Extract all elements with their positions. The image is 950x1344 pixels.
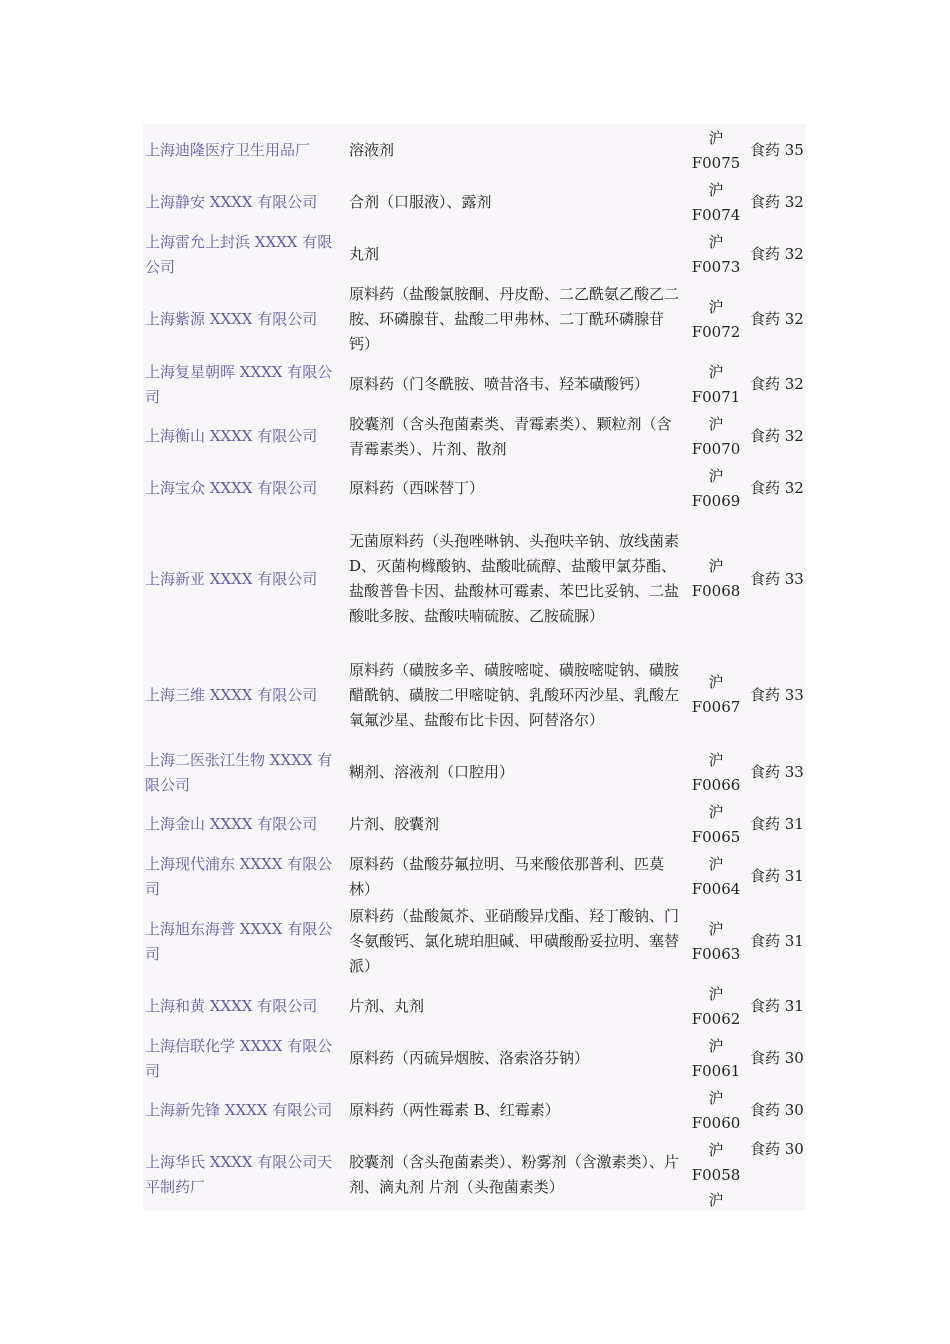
dosage-form-cell: 原料药（门冬酰胺、喷昔洛韦、羟苯磺酸钙） — [349, 375, 650, 393]
licence-code-number: F0065 — [691, 827, 741, 846]
dosage-form-cell: 胶囊剂（含头孢菌素类、青霉素类）、颗粒剂（含青霉素类）、片剂、散剂 — [349, 414, 672, 458]
licence-code-cell — [686, 514, 746, 643]
company-name-cell[interactable]: 上海信联化学 XXXX 有限公司 — [145, 1036, 333, 1080]
licence-code-prefix: 沪 — [708, 984, 724, 1003]
licence-code-number: F0060 — [691, 1113, 741, 1132]
approval-ref-cell: 食药 32 — [750, 427, 804, 445]
dosage-form-cell: 片剂、胶囊剂 — [349, 815, 440, 833]
company-name-cell[interactable]: 上海复星朝晖 XXXX 有限公司 — [145, 362, 333, 406]
licence-code-prefix-continued: 沪 — [708, 1190, 724, 1209]
table-row — [143, 280, 806, 358]
licence-code-number: F0064 — [691, 879, 741, 898]
licence-code-prefix: 沪 — [708, 362, 724, 381]
licence-code-cell — [686, 798, 746, 850]
table-row — [143, 643, 806, 746]
table-row — [143, 228, 806, 280]
licence-code-number: F0068 — [691, 582, 741, 600]
licence-code-cell — [686, 280, 746, 358]
licence-code-number: F0069 — [691, 491, 741, 510]
dosage-form-cell: 原料药（盐酸芬氟拉明、马来酸依那普利、匹莫林） — [349, 854, 665, 898]
table-row — [143, 176, 806, 228]
dosage-form-cell: 原料药（磺胺多辛、磺胺嘧啶、磺胺嘧啶钠、磺胺醋酰钠、磺胺二甲嘧啶钠、乳酸环丙沙星、乳酸左氧氟沙星、盐酸布比卡因、阿替洛尔） — [349, 660, 680, 729]
licence-code-number: F0070 — [691, 439, 741, 458]
licence-code-prefix: 沪 — [708, 557, 724, 575]
company-name-cell[interactable]: 上海迪隆医疗卫生用品厂 — [145, 141, 311, 159]
licence-code-cell — [686, 980, 746, 1032]
licence-code-number: F0066 — [691, 775, 741, 794]
licence-code-number: F0075 — [691, 153, 741, 172]
licence-code-cell — [686, 228, 746, 280]
licence-code-cell — [686, 176, 746, 228]
table-row — [143, 1032, 806, 1084]
licence-code-prefix: 沪 — [708, 232, 724, 251]
dosage-form-cell: 片剂、丸剂 — [349, 997, 425, 1015]
licence-code-cell — [686, 124, 746, 176]
company-name-cell[interactable]: 上海二医张江生物 XXXX 有限公司 — [145, 750, 333, 794]
table-row — [143, 462, 806, 514]
licence-code-number: F0058 — [691, 1165, 741, 1184]
licence-table-sheet — [143, 124, 806, 1211]
company-name-cell[interactable]: 上海雷允上封浜 XXXX 有限公司 — [145, 232, 333, 276]
dosage-form-cell: 原料药（两性霉素 B、红霉素） — [349, 1101, 560, 1119]
dosage-form-cell: 丸剂 — [349, 245, 380, 263]
licence-code-prefix: 沪 — [708, 414, 724, 433]
licence-code-number: F0061 — [691, 1061, 741, 1080]
approval-ref-cell: 食药 31 — [750, 867, 804, 885]
licence-code-number: F0062 — [691, 1009, 741, 1028]
table-row — [143, 798, 806, 850]
dosage-form-cell: 溶液剂 — [349, 141, 395, 159]
licence-code-prefix: 沪 — [708, 802, 724, 821]
approval-ref-cell: 食药 33 — [750, 685, 804, 704]
company-name-cell[interactable]: 上海紫源 XXXX 有限公司 — [145, 310, 318, 328]
dosage-form-cell: 糊剂、溶液剂（口腔用） — [349, 763, 515, 781]
dosage-form-cell: 原料药（丙硫异烟胺、洛索洛芬钠） — [349, 1049, 590, 1067]
licence-code-number: F0074 — [691, 205, 741, 224]
approval-ref-cell: 食药 31 — [750, 997, 804, 1015]
licence-code-number: F0072 — [691, 322, 741, 341]
approval-ref-cell: 食药 33 — [750, 763, 804, 781]
table-row — [143, 902, 806, 980]
licence-code-cell — [686, 410, 746, 462]
company-name-cell[interactable]: 上海静安 XXXX 有限公司 — [145, 193, 318, 211]
company-name-cell[interactable]: 上海旭东海普 XXXX 有限公司 — [145, 919, 333, 963]
licence-code-number: F0063 — [691, 944, 741, 963]
licence-code-prefix: 沪 — [708, 1088, 724, 1107]
company-name-cell[interactable]: 上海新先锋 XXXX 有限公司 — [145, 1101, 333, 1119]
approval-ref-cell: 食药 32 — [750, 193, 804, 211]
approval-ref-cell: 食药 31 — [750, 815, 804, 833]
licence-code-cell — [686, 1084, 746, 1136]
company-name-cell[interactable]: 上海现代浦东 XXXX 有限公司 — [145, 854, 333, 898]
table-row — [143, 358, 806, 410]
approval-ref-cell: 食药 32 — [750, 310, 804, 328]
dosage-form-cell: 原料药（西咪替丁） — [349, 479, 485, 497]
licence-code-cell — [686, 902, 746, 980]
company-name-cell[interactable]: 上海衡山 XXXX 有限公司 — [145, 427, 318, 445]
table-row — [143, 746, 806, 798]
licence-code-cell — [686, 1032, 746, 1084]
company-name-cell[interactable]: 上海宝众 XXXX 有限公司 — [145, 479, 318, 497]
licence-code-prefix: 沪 — [708, 1140, 724, 1159]
approval-ref-cell: 食药 32 — [750, 375, 804, 393]
licence-code-prefix: 沪 — [708, 1036, 724, 1055]
company-name-cell[interactable]: 上海新亚 XXXX 有限公司 — [145, 569, 318, 588]
approval-ref-cell: 食药 30 — [750, 1140, 804, 1158]
company-name-cell[interactable]: 上海和黄 XXXX 有限公司 — [145, 997, 318, 1015]
licence-table — [143, 124, 806, 1211]
company-name-cell[interactable]: 上海三维 XXXX 有限公司 — [145, 685, 318, 704]
licence-code-prefix: 沪 — [708, 919, 724, 938]
table-row — [143, 1136, 806, 1211]
licence-code-cell — [686, 1136, 746, 1211]
approval-ref-cell: 食药 30 — [750, 1049, 804, 1067]
licence-code-cell — [686, 358, 746, 410]
licence-code-number: F0071 — [691, 387, 741, 406]
company-name-cell[interactable]: 上海华氏 XXXX 有限公司天平制药厂 — [145, 1153, 333, 1196]
licence-code-cell — [686, 643, 746, 746]
table-row — [143, 410, 806, 462]
dosage-form-cell: 无菌原料药（头孢唑啉钠、头孢呋辛钠、放线菌素 D、灭菌枸橼酸钠、盐酸吡硫醇、盐酸甲氯芬酯、盐酸普鲁卡因、盐酸林可霉素、苯巴比妥钠、二盐酸吡多胺、盐酸呋喃硫胺、乙胺硫脲） — [349, 532, 680, 625]
licence-code-prefix: 沪 — [708, 673, 724, 691]
dosage-form-cell: 原料药（盐酸氮芥、亚硝酸异戊酯、羟丁酸钠、门冬氨酸钙、氯化琥珀胆碱、甲磺酸酚妥拉明、塞替派） — [349, 907, 680, 975]
table-row — [143, 124, 806, 176]
licence-code-prefix: 沪 — [708, 128, 724, 147]
licence-code-prefix: 沪 — [708, 854, 724, 873]
approval-ref-cell: 食药 31 — [750, 932, 804, 950]
approval-ref-cell: 食药 30 — [750, 1101, 804, 1119]
dosage-form-cell: 合剂（口服液）、露剂 — [349, 193, 492, 211]
licence-code-number: F0067 — [691, 698, 741, 716]
licence-code-cell — [686, 462, 746, 514]
table-row — [143, 980, 806, 1032]
licence-code-prefix: 沪 — [708, 466, 724, 485]
approval-ref-cell: 食药 35 — [750, 141, 804, 159]
licence-code-number: F0073 — [691, 257, 741, 276]
table-row — [143, 850, 806, 902]
licence-code-prefix: 沪 — [708, 750, 724, 769]
licence-code-prefix: 沪 — [708, 297, 724, 316]
dosage-form-cell: 胶囊剂（含头孢菌素类）、粉雾剂（含激素类）、片剂、滴丸剂 片剂（头孢菌素类） — [349, 1153, 680, 1196]
dosage-form-cell: 原料药（盐酸氯胺酮、丹皮酚、二乙酰氨乙酸乙二胺、环磷腺苷、盐酸二甲弗林、二丁酰环磷腺苷钙） — [349, 285, 680, 353]
licence-code-prefix: 沪 — [708, 180, 724, 199]
approval-ref-cell: 食药 33 — [750, 569, 804, 588]
licence-table-body — [143, 124, 806, 1211]
table-row — [143, 1084, 806, 1136]
approval-ref-cell: 食药 32 — [750, 479, 804, 497]
licence-code-cell — [686, 850, 746, 902]
approval-ref-cell: 食药 32 — [750, 245, 804, 263]
company-name-cell[interactable]: 上海金山 XXXX 有限公司 — [145, 815, 318, 833]
licence-code-cell — [686, 746, 746, 798]
table-row — [143, 514, 806, 643]
